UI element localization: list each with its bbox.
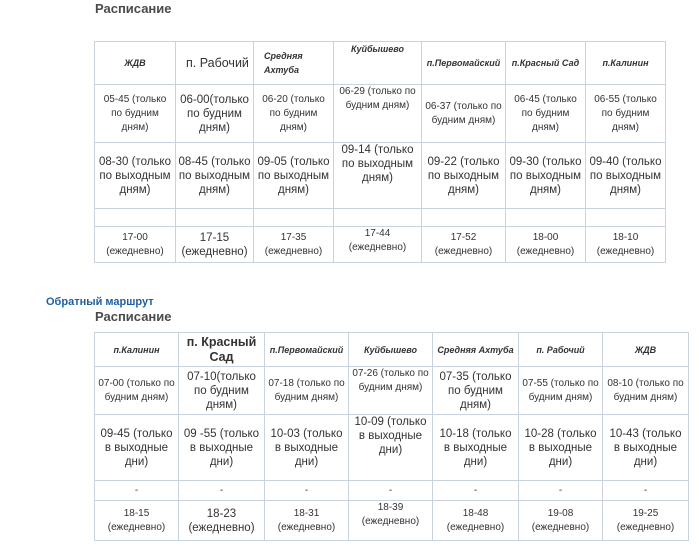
column-header: п.Калинин — [586, 42, 666, 85]
table-cell: 17-35 (ежедневно) — [254, 227, 334, 263]
table-cell: 05-45 (только по будним дням) — [95, 85, 176, 143]
table-cell — [176, 209, 254, 227]
reverse-schedule-table — [94, 332, 689, 541]
table-cell: 10-03 (только в выходные дни) — [265, 415, 349, 481]
table-cell: - — [433, 481, 519, 501]
table-cell: 09-14 (только по выходным дням) — [334, 143, 422, 209]
table-cell: 18-10 (ежедневно) — [586, 227, 666, 263]
table-cell: 09-05 (только по выходным дням) — [254, 143, 334, 209]
table-cell — [422, 209, 506, 227]
table-cell: 09-22 (только по выходным дням) — [422, 143, 506, 209]
table-cell — [254, 209, 334, 227]
table-cell: 18-48 (ежедневно) — [433, 501, 519, 541]
table-cell: 10-09 (только в выходные дни) — [349, 415, 433, 481]
column-header: ЖДВ — [603, 333, 689, 367]
table-cell: 07-26 (только по будним дням) — [349, 367, 433, 415]
table-cell: 06-20 (только по будним дням) — [254, 85, 334, 143]
column-header: Куйбышево — [349, 333, 433, 367]
table-cell: - — [603, 481, 689, 501]
reverse-schedule-heading: Расписание — [95, 309, 172, 324]
table-header-row — [95, 42, 666, 85]
table-row — [95, 227, 666, 263]
table-cell: 09-30 (только по выходным дням) — [506, 143, 586, 209]
table-cell: 10-28 (только в выходные дни) — [519, 415, 603, 481]
column-header: п.Калинин — [95, 333, 179, 367]
table-cell: 09-40 (только по выходным дням) — [586, 143, 666, 209]
table-cell: 10-43 (только в выходные дни) — [603, 415, 689, 481]
forward-schedule-table — [94, 41, 666, 263]
table-cell: 07-18 (только по будним дням) — [265, 367, 349, 415]
table-cell: 07-35 (только по будним дням) — [433, 367, 519, 415]
column-header: п.Первомайский — [265, 333, 349, 367]
table-cell: 18-31 (ежедневно) — [265, 501, 349, 541]
table-cell: - — [519, 481, 603, 501]
table-row — [95, 85, 666, 143]
table-cell: 07-10(только по будним дням) — [179, 367, 265, 415]
table-cell: 18-00 (ежедневно) — [506, 227, 586, 263]
column-header: ЖДВ — [95, 42, 176, 85]
table-cell: 18-23 (ежедневно) — [179, 501, 265, 541]
table-cell: 10-18 (только в выходные дни) — [433, 415, 519, 481]
table-cell: 09-45 (только в выходные дни) — [95, 415, 179, 481]
table-row — [95, 481, 689, 501]
table-cell: 06-29 (только по будним дням) — [334, 85, 422, 143]
table-cell — [506, 209, 586, 227]
table-cell: 06-45 (только по будним дням) — [506, 85, 586, 143]
table-cell: 17-52 (ежедневно) — [422, 227, 506, 263]
table-row — [95, 501, 689, 541]
table-header-row — [95, 333, 689, 367]
table-cell — [334, 209, 422, 227]
table-cell: 06-00(только по будним дням) — [176, 85, 254, 143]
table-cell: 19-08 (ежедневно) — [519, 501, 603, 541]
table-row — [95, 209, 666, 227]
column-header: п. Рабочий — [519, 333, 603, 367]
table-cell: 08-30 (только по выходным дням) — [95, 143, 176, 209]
column-header: п. Красный Сад — [179, 333, 265, 367]
table-cell: 07-55 (только по будним дням) — [519, 367, 603, 415]
table-row — [95, 367, 689, 415]
table-row — [95, 415, 689, 481]
forward-schedule-heading: Расписание — [95, 1, 172, 16]
table-cell — [586, 209, 666, 227]
table-cell: - — [95, 481, 179, 501]
column-header: п. Рабочий — [176, 42, 254, 85]
table-cell: 06-55 (только по будним дням) — [586, 85, 666, 143]
table-cell: 07-00 (только по будним дням) — [95, 367, 179, 415]
table-cell: 06-37 (только по будним дням) — [422, 85, 506, 143]
column-header: п.Первомайский — [422, 42, 506, 85]
table-cell — [95, 209, 176, 227]
table-cell: - — [349, 481, 433, 501]
column-header: Куйбышево — [334, 42, 422, 85]
table-cell: 08-10 (только по будним дням) — [603, 367, 689, 415]
table-cell: 19-25 (ежедневно) — [603, 501, 689, 541]
table-cell: - — [179, 481, 265, 501]
table-cell: 17-15 (ежедневно) — [176, 227, 254, 263]
table-cell: 18-15 (ежедневно) — [95, 501, 179, 541]
table-cell: 09 -55 (только в выходные дни) — [179, 415, 265, 481]
column-header: Средняя Ахтуба — [433, 333, 519, 367]
column-header: Средняя Ахтуба — [254, 42, 334, 85]
table-cell: 18-39 (ежедневно) — [349, 501, 433, 541]
table-cell: 17-00 (ежедневно) — [95, 227, 176, 263]
column-header: п.Красный Сад — [506, 42, 586, 85]
reverse-route-link[interactable]: Обратный маршрут — [46, 296, 154, 308]
table-cell: 08-45 (только по выходным дням) — [176, 143, 254, 209]
table-row — [95, 143, 666, 209]
table-cell: - — [265, 481, 349, 501]
table-cell: 17-44 (ежедневно) — [334, 227, 422, 263]
